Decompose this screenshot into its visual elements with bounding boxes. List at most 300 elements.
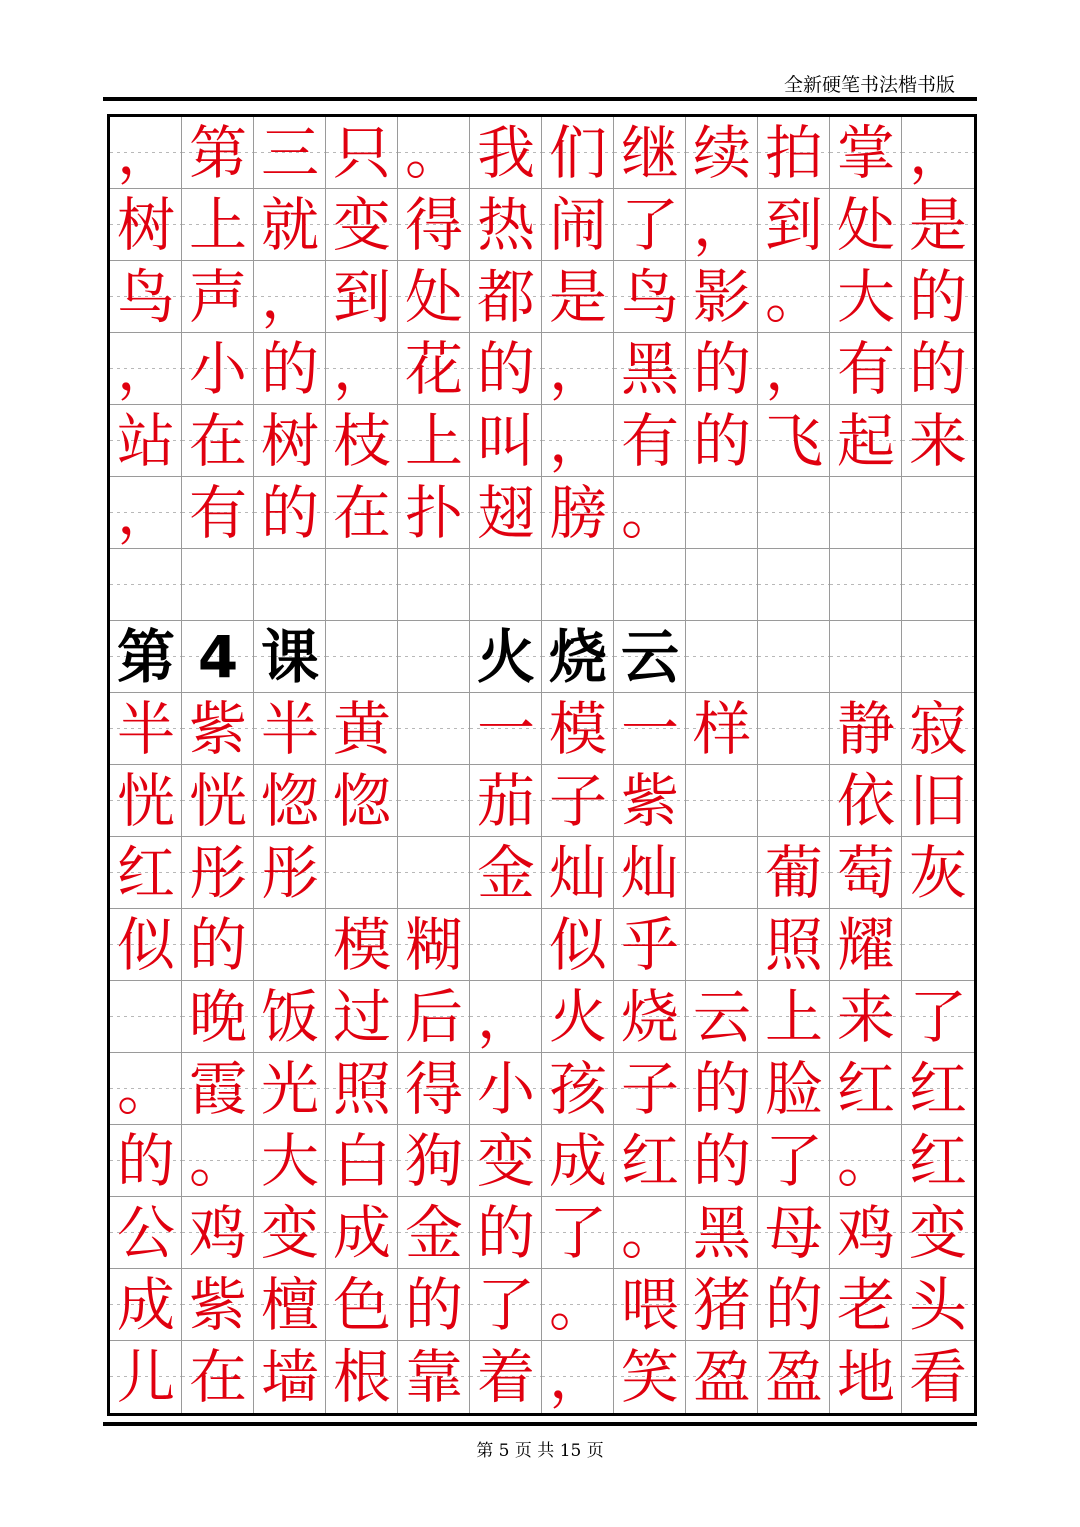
grid-cell xyxy=(110,405,182,477)
grid-cell xyxy=(686,1125,758,1197)
practice-char: 样 xyxy=(692,695,751,763)
grid-cell xyxy=(254,1053,326,1125)
heading-char: 第 xyxy=(116,623,175,691)
practice-char: 似 xyxy=(548,911,607,979)
practice-char: 模 xyxy=(548,695,607,763)
heading-char xyxy=(686,621,758,693)
grid-cell xyxy=(398,549,470,621)
grid-cell xyxy=(182,981,254,1053)
grid-cell xyxy=(110,189,182,261)
grid-row xyxy=(110,693,974,765)
practice-char: 得 xyxy=(404,191,463,259)
grid-cell xyxy=(398,405,470,477)
practice-char: 影 xyxy=(692,263,751,331)
practice-char: 彤 xyxy=(188,839,247,907)
practice-char: 。 xyxy=(764,263,823,331)
practice-char xyxy=(902,549,974,621)
practice-char: 来 xyxy=(908,407,967,475)
grid-cell xyxy=(326,621,398,693)
practice-char: 似 xyxy=(116,911,175,979)
grid-cell xyxy=(470,333,542,405)
grid-cell xyxy=(686,1197,758,1269)
grid-row xyxy=(110,765,974,837)
practice-char: 紫 xyxy=(188,1271,247,1339)
practice-char xyxy=(470,909,542,981)
grid-cell xyxy=(110,693,182,765)
grid-cell xyxy=(902,189,974,261)
grid-cell xyxy=(182,1197,254,1269)
practice-char: 我 xyxy=(476,119,535,187)
grid-cell xyxy=(830,1053,902,1125)
practice-char: 茄 xyxy=(476,767,535,835)
practice-char: 孩 xyxy=(548,1055,607,1123)
grid-cell xyxy=(398,1341,470,1413)
heading-char xyxy=(758,621,830,693)
heading-char xyxy=(830,621,902,693)
practice-char: 照 xyxy=(332,1055,391,1123)
practice-char: 闹 xyxy=(548,191,607,259)
practice-char: 都 xyxy=(476,263,535,331)
practice-char xyxy=(686,909,758,981)
grid-cell xyxy=(110,1341,182,1413)
grid-cell xyxy=(470,1341,542,1413)
grid-cell xyxy=(614,405,686,477)
practice-char: 云 xyxy=(692,983,751,1051)
practice-char: 的 xyxy=(116,1127,175,1195)
practice-char: 黑 xyxy=(692,1199,751,1267)
practice-char xyxy=(830,549,902,621)
practice-char xyxy=(470,549,542,621)
grid-cell xyxy=(110,1269,182,1341)
grid-cell xyxy=(542,117,614,189)
grid-cell xyxy=(758,261,830,333)
practice-char: 上 xyxy=(764,983,823,1051)
grid-cell xyxy=(758,1125,830,1197)
practice-char: 的 xyxy=(692,1055,751,1123)
grid-cell xyxy=(254,261,326,333)
grid-cell xyxy=(470,189,542,261)
practice-char: 旧 xyxy=(908,767,967,835)
practice-char: 了 xyxy=(908,983,967,1051)
practice-char xyxy=(326,837,398,909)
practice-char xyxy=(686,549,758,621)
grid-cell xyxy=(470,1197,542,1269)
grid-cell xyxy=(254,477,326,549)
practice-char: 火 xyxy=(548,983,607,1051)
grid-cell xyxy=(758,981,830,1053)
grid-cell xyxy=(614,1341,686,1413)
grid-cell xyxy=(542,549,614,621)
practice-char: 的 xyxy=(476,1199,535,1267)
practice-char: 扑 xyxy=(404,479,463,547)
practice-char: 在 xyxy=(188,407,247,475)
practice-char: 晚 xyxy=(188,983,247,1051)
header-rule xyxy=(103,97,977,101)
practice-char: 金 xyxy=(476,839,535,907)
heading-char: 4 xyxy=(197,623,239,691)
practice-char: 模 xyxy=(332,911,391,979)
grid-cell xyxy=(830,909,902,981)
grid-cell xyxy=(182,549,254,621)
grid-cell xyxy=(758,1053,830,1125)
grid-cell xyxy=(470,1269,542,1341)
practice-char: 半 xyxy=(116,695,175,763)
grid-cell xyxy=(830,117,902,189)
practice-char: ， xyxy=(476,983,535,1051)
grid-cell xyxy=(758,909,830,981)
grid-cell xyxy=(830,1269,902,1341)
practice-char: 花 xyxy=(404,335,463,403)
practice-char: 。 xyxy=(548,1271,607,1339)
grid-cell xyxy=(902,477,974,549)
grid-cell xyxy=(758,693,830,765)
grid-cell xyxy=(254,765,326,837)
grid-cell xyxy=(182,117,254,189)
grid-cell xyxy=(470,693,542,765)
grid-cell xyxy=(902,117,974,189)
practice-char xyxy=(686,477,758,549)
grid-cell xyxy=(758,189,830,261)
grid-cell xyxy=(542,837,614,909)
grid-cell xyxy=(686,765,758,837)
grid-cell xyxy=(398,261,470,333)
grid-cell xyxy=(686,405,758,477)
grid-cell xyxy=(254,837,326,909)
practice-char: 了 xyxy=(764,1127,823,1195)
grid-row xyxy=(110,117,974,189)
grid-cell xyxy=(686,1341,758,1413)
grid-cell xyxy=(470,405,542,477)
grid-cell xyxy=(686,909,758,981)
grid-cell xyxy=(830,621,902,693)
practice-char: 黄 xyxy=(332,695,391,763)
practice-char: 儿 xyxy=(116,1343,175,1411)
grid-cell xyxy=(326,981,398,1053)
grid-cell xyxy=(830,837,902,909)
grid-cell xyxy=(902,1269,974,1341)
practice-char: 檀 xyxy=(260,1271,319,1339)
footer-rule xyxy=(103,1422,977,1426)
grid-cell xyxy=(110,909,182,981)
practice-char: 地 xyxy=(836,1343,895,1411)
practice-char: 糊 xyxy=(404,911,463,979)
grid-cell xyxy=(902,261,974,333)
practice-char: 是 xyxy=(548,263,607,331)
grid-cell xyxy=(758,405,830,477)
grid-cell xyxy=(758,117,830,189)
practice-char: 。 xyxy=(188,1127,247,1195)
practice-char: 鸟 xyxy=(620,263,679,331)
practice-char: ， xyxy=(548,407,607,475)
grid-cell xyxy=(542,1269,614,1341)
grid-cell xyxy=(614,477,686,549)
practice-char: ， xyxy=(692,191,751,259)
grid-cell xyxy=(686,693,758,765)
practice-char: 紫 xyxy=(620,767,679,835)
grid-cell xyxy=(182,837,254,909)
practice-char: 树 xyxy=(260,407,319,475)
practice-char: 后 xyxy=(404,983,463,1051)
practice-char xyxy=(398,549,470,621)
practice-char xyxy=(758,693,830,765)
practice-char: 盈 xyxy=(764,1343,823,1411)
grid-cell xyxy=(542,189,614,261)
grid-cell xyxy=(758,477,830,549)
practice-char: 就 xyxy=(260,191,319,259)
grid-cell xyxy=(686,981,758,1053)
practice-char xyxy=(254,549,326,621)
practice-char: 鸡 xyxy=(836,1199,895,1267)
practice-char: 变 xyxy=(476,1127,535,1195)
practice-char: 。 xyxy=(620,1199,679,1267)
grid-cell xyxy=(830,477,902,549)
grid-cell xyxy=(542,621,614,693)
grid-cell xyxy=(182,909,254,981)
grid-cell xyxy=(830,261,902,333)
grid-cell xyxy=(902,549,974,621)
grid-cell xyxy=(398,909,470,981)
practice-char: 老 xyxy=(836,1271,895,1339)
practice-char: 成 xyxy=(548,1127,607,1195)
practice-char: 小 xyxy=(476,1055,535,1123)
grid-cell xyxy=(182,405,254,477)
practice-char: 乎 xyxy=(620,911,679,979)
grid-cell xyxy=(398,189,470,261)
practice-char: 紫 xyxy=(188,695,247,763)
practice-char xyxy=(398,837,470,909)
practice-char: 鸟 xyxy=(116,263,175,331)
grid-cell xyxy=(326,333,398,405)
practice-char: 三 xyxy=(260,119,319,187)
practice-char: 了 xyxy=(476,1271,535,1339)
grid-cell xyxy=(614,1125,686,1197)
practice-char: 笑 xyxy=(620,1343,679,1411)
grid-row xyxy=(110,477,974,549)
grid-cell xyxy=(830,765,902,837)
grid-cell xyxy=(470,1053,542,1125)
grid-row xyxy=(110,1053,974,1125)
grid-cell xyxy=(110,117,182,189)
practice-char: 看 xyxy=(908,1343,967,1411)
practice-char: 盈 xyxy=(692,1343,751,1411)
grid-cell xyxy=(758,837,830,909)
grid-cell xyxy=(110,981,182,1053)
grid-cell xyxy=(902,333,974,405)
practice-char xyxy=(902,477,974,549)
grid-cell xyxy=(758,1197,830,1269)
grid-cell xyxy=(686,189,758,261)
practice-char: 母 xyxy=(764,1199,823,1267)
grid-cell xyxy=(686,837,758,909)
grid-cell xyxy=(902,1053,974,1125)
heading-char xyxy=(902,621,974,693)
grid-cell xyxy=(398,333,470,405)
practice-char: 照 xyxy=(764,911,823,979)
practice-char: 红 xyxy=(836,1055,895,1123)
practice-char: 站 xyxy=(116,407,175,475)
lesson-heading-row xyxy=(110,621,974,693)
grid-cell xyxy=(110,261,182,333)
grid-cell xyxy=(470,765,542,837)
practice-char xyxy=(326,549,398,621)
practice-char: 寂 xyxy=(908,695,967,763)
grid-cell xyxy=(758,1341,830,1413)
grid-cell xyxy=(686,117,758,189)
grid-cell xyxy=(686,549,758,621)
grid-cell xyxy=(470,909,542,981)
practice-char: 大 xyxy=(260,1127,319,1195)
grid-cell xyxy=(830,189,902,261)
grid-cell xyxy=(326,909,398,981)
grid-cell xyxy=(614,1269,686,1341)
practice-char: 树 xyxy=(116,191,175,259)
grid-cell xyxy=(614,621,686,693)
practice-char: 惚 xyxy=(260,767,319,835)
practice-char: 过 xyxy=(332,983,391,1051)
practice-char xyxy=(110,981,182,1053)
grid-cell xyxy=(470,261,542,333)
grid-cell xyxy=(902,693,974,765)
grid-cell xyxy=(398,837,470,909)
grid-cell xyxy=(902,1197,974,1269)
grid-cell xyxy=(110,333,182,405)
grid-cell xyxy=(254,981,326,1053)
heading-char: 火 xyxy=(476,623,535,691)
practice-char: 续 xyxy=(692,119,751,187)
grid-cell xyxy=(614,1197,686,1269)
grid-cell xyxy=(614,909,686,981)
practice-char: 萄 xyxy=(836,839,895,907)
practice-char: 狗 xyxy=(404,1127,463,1195)
grid-cell xyxy=(326,693,398,765)
practice-char: ， xyxy=(260,263,319,331)
grid-cell xyxy=(470,981,542,1053)
practice-char: 灿 xyxy=(548,839,607,907)
practice-char: 第 xyxy=(188,119,247,187)
practice-char: 的 xyxy=(260,479,319,547)
grid-cell xyxy=(542,477,614,549)
grid-cell xyxy=(254,1197,326,1269)
grid-cell xyxy=(758,765,830,837)
practice-char: 的 xyxy=(908,263,967,331)
practice-char: 热 xyxy=(476,191,535,259)
grid-cell xyxy=(110,837,182,909)
practice-char: 有 xyxy=(836,335,895,403)
heading-char: 课 xyxy=(260,623,319,691)
heading-char xyxy=(326,621,398,693)
grid-row xyxy=(110,549,974,621)
practice-char: 白 xyxy=(332,1127,391,1195)
practice-char xyxy=(902,909,974,981)
grid-cell xyxy=(470,837,542,909)
practice-char: 一 xyxy=(620,695,679,763)
practice-char: 膀 xyxy=(548,479,607,547)
grid-cell xyxy=(542,1197,614,1269)
grid-row xyxy=(110,1341,974,1413)
practice-grid xyxy=(107,114,977,1416)
grid-cell xyxy=(254,189,326,261)
grid-cell xyxy=(326,1269,398,1341)
practice-char xyxy=(398,765,470,837)
practice-char: 是 xyxy=(908,191,967,259)
practice-char: 变 xyxy=(260,1199,319,1267)
practice-char: 墙 xyxy=(260,1343,319,1411)
practice-char: 了 xyxy=(548,1199,607,1267)
grid-cell xyxy=(254,909,326,981)
practice-char: 声 xyxy=(188,263,247,331)
practice-char: 红 xyxy=(620,1127,679,1195)
practice-char: 的 xyxy=(476,335,535,403)
practice-char: ， xyxy=(908,119,967,187)
grid-cell xyxy=(254,405,326,477)
grid-cell xyxy=(398,1053,470,1125)
practice-char: 静 xyxy=(836,695,895,763)
practice-char: 黑 xyxy=(620,335,679,403)
grid-row xyxy=(110,1197,974,1269)
practice-char: ， xyxy=(332,335,391,403)
grid-cell xyxy=(614,1053,686,1125)
practice-char: 公 xyxy=(116,1199,175,1267)
grid-cell xyxy=(182,189,254,261)
grid-row xyxy=(110,837,974,909)
grid-cell xyxy=(398,117,470,189)
grid-cell xyxy=(182,333,254,405)
grid-cell xyxy=(614,333,686,405)
grid-cell xyxy=(110,765,182,837)
grid-cell xyxy=(830,333,902,405)
practice-char xyxy=(398,693,470,765)
grid-row xyxy=(110,405,974,477)
practice-char: 的 xyxy=(692,407,751,475)
grid-cell xyxy=(326,765,398,837)
practice-char: 惚 xyxy=(332,767,391,835)
grid-cell xyxy=(614,837,686,909)
grid-cell xyxy=(470,117,542,189)
grid-cell xyxy=(110,549,182,621)
grid-cell xyxy=(758,549,830,621)
grid-cell xyxy=(326,261,398,333)
grid-cell xyxy=(830,405,902,477)
practice-char: ， xyxy=(116,335,175,403)
practice-char: 们 xyxy=(548,119,607,187)
grid-cell xyxy=(542,693,614,765)
grid-cell xyxy=(686,333,758,405)
practice-char: 上 xyxy=(188,191,247,259)
grid-cell xyxy=(542,261,614,333)
practice-char: 。 xyxy=(836,1127,895,1195)
grid-row xyxy=(110,333,974,405)
heading-char: 烧 xyxy=(548,623,607,691)
practice-char: 饭 xyxy=(260,983,319,1051)
practice-char: 着 xyxy=(476,1343,535,1411)
practice-char: 。 xyxy=(620,479,679,547)
grid-cell xyxy=(902,1341,974,1413)
grid-cell xyxy=(110,1125,182,1197)
practice-char: 恍 xyxy=(116,767,175,835)
practice-char xyxy=(254,909,326,981)
practice-char: 成 xyxy=(116,1271,175,1339)
practice-char: 的 xyxy=(404,1271,463,1339)
grid-cell xyxy=(542,1125,614,1197)
grid-row xyxy=(110,261,974,333)
practice-char: 烧 xyxy=(620,983,679,1051)
practice-char: 有 xyxy=(620,407,679,475)
practice-char xyxy=(110,549,182,621)
grid-cell xyxy=(686,621,758,693)
practice-char: 翅 xyxy=(476,479,535,547)
grid-cell xyxy=(326,405,398,477)
heading-char: 云 xyxy=(620,623,679,691)
